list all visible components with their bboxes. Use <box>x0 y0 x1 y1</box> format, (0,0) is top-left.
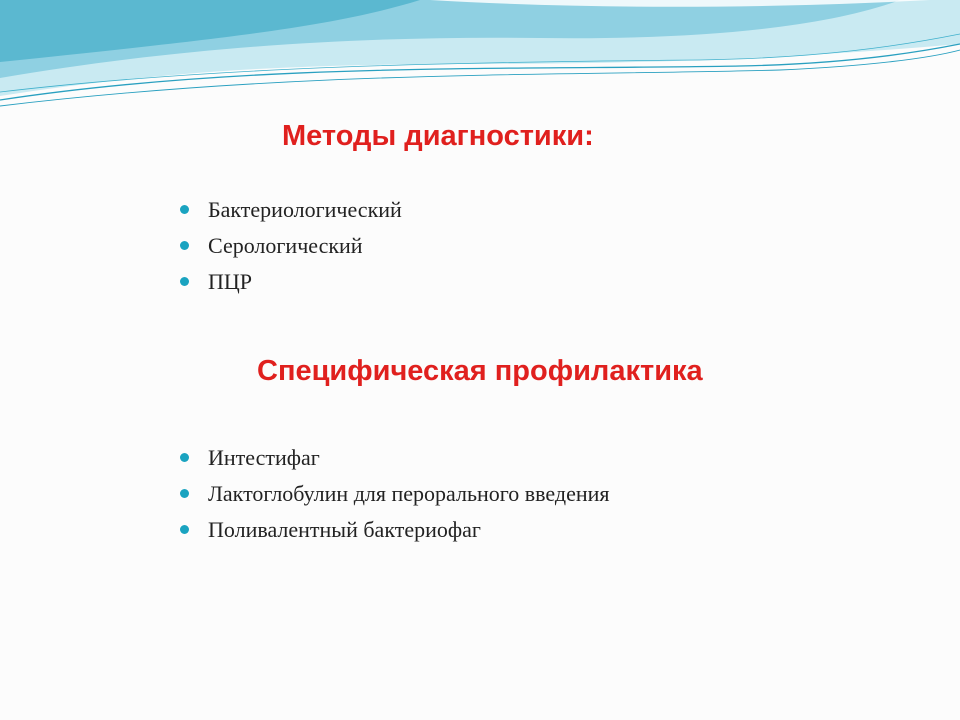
list-item <box>180 192 402 228</box>
bullet-dot-icon <box>180 489 189 498</box>
list-item-label: Поливалентный бактериофаг <box>208 517 481 542</box>
list-item-label: Интестифаг <box>208 445 320 470</box>
bullet-dot-icon <box>180 525 189 534</box>
list-item <box>180 264 402 300</box>
decorative-wave-header <box>0 0 960 120</box>
list-item-label: ПЦР <box>208 269 253 294</box>
list-item <box>180 228 402 264</box>
list-item <box>180 512 610 548</box>
list-item <box>180 476 610 512</box>
diagnostics-list <box>180 192 402 300</box>
prophylaxis-heading: Специфическая профилактика <box>257 355 703 387</box>
bullet-dot-icon <box>180 241 189 250</box>
list-item-label: Бактериологический <box>208 197 402 222</box>
list-item-label: Серологический <box>208 233 363 258</box>
list-item-label: Лактоглобулин для перорального введения <box>208 481 610 506</box>
bullet-dot-icon <box>180 277 189 286</box>
diagnostics-heading: Методы диагностики: <box>282 120 594 152</box>
prophylaxis-list <box>180 440 610 548</box>
list-item <box>180 440 610 476</box>
bullet-dot-icon <box>180 205 189 214</box>
bullet-dot-icon <box>180 453 189 462</box>
